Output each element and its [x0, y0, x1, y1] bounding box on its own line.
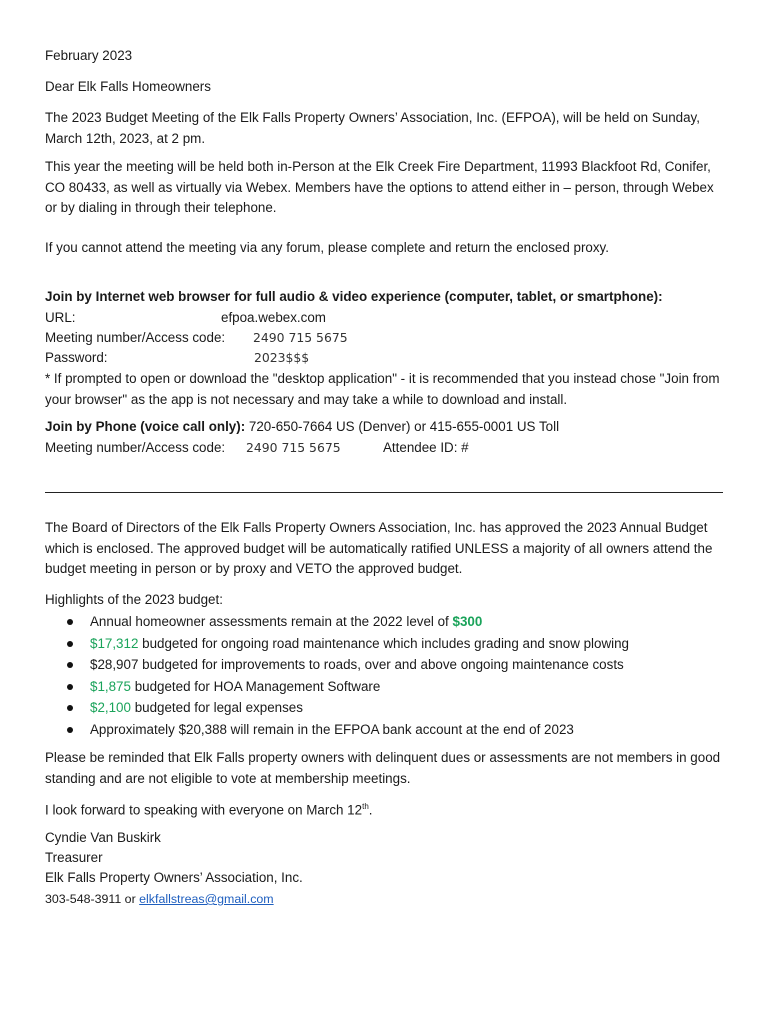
- bullet-icon: [67, 727, 73, 733]
- phone-join-heading: Join by Phone (voice call only):: [45, 419, 246, 434]
- url-value[interactable]: efpoa.webex.com: [221, 310, 326, 325]
- bullet-icon: [67, 619, 73, 625]
- salutation: Dear Elk Falls Homeowners: [45, 79, 211, 94]
- access-code-value: 2490 715 5675: [253, 330, 348, 345]
- list-item: Annual homeowner assessments remain at the 2022 level of $300: [45, 611, 629, 633]
- phone-join-line: [45, 417, 559, 437]
- letter-date: February 2023: [45, 48, 133, 63]
- amount: $1,875: [90, 678, 131, 694]
- url-label: URL:: [45, 310, 76, 325]
- bullet-icon: [67, 641, 73, 647]
- web-join-heading: Join by Internet web browser for full audio & video experience (computer, tablet, or smartphone):: [45, 289, 663, 304]
- highlights-list: [45, 611, 629, 740]
- list-item: $2,100 budgeted for legal expenses: [45, 697, 629, 719]
- password-label: Password:: [45, 350, 108, 365]
- desktop-app-note: * If prompted to open or download the "desktop application" - it is recommended that you instead chose "Join from your browser" as the app is not necessary and may take a while to download and install.: [45, 371, 720, 407]
- phone-code-label: Meeting number/Access code:: [45, 440, 226, 455]
- divider-line: [45, 492, 723, 493]
- signature-org: Elk Falls Property Owners’ Association, Inc.: [45, 870, 303, 885]
- reminder-paragraph: Please be reminded that Elk Falls property owners with delinquent dues or assessments are not members in good standing and are not eligible to vote at membership meetings.: [45, 750, 721, 786]
- phone-code-value: 2490 715 5675: [246, 440, 341, 455]
- closing-line: I look forward to speaking with everyone on March 12th.: [45, 802, 373, 818]
- bullet-icon: [67, 684, 73, 690]
- list-item: Approximately $20,388 will remain in the EFPOA bank account at the end of 2023: [45, 719, 629, 741]
- access-code-label: Meeting number/Access code:: [45, 330, 226, 345]
- proxy-note: If you cannot attend the meeting via any forum, please complete and return the enclosed proxy.: [45, 240, 609, 255]
- board-paragraph: The Board of Directors of the Elk Falls Property Owners Association, Inc. has approved the 2023 Annual Budget which is enclosed. The approved budget will be automatically ratified UNLESS a majority of all owners attend the budget meeting in person or by proxy and VETO the approved budget.: [45, 520, 713, 576]
- list-item: $1,875 budgeted for HOA Management Software: [45, 676, 629, 698]
- list-item: $17,312 budgeted for ongoing road maintenance which includes grading and snow plowing: [45, 633, 629, 655]
- email-link[interactable]: elkfallstreas@gmail.com: [139, 892, 274, 906]
- phone-numbers: 720-650-7664 US (Denver) or 415-655-0001 US Toll: [248, 419, 560, 434]
- list-item: $28,907 budgeted for improvements to roads, over and above ongoing maintenance costs: [45, 654, 629, 676]
- bullet-icon: [67, 705, 73, 711]
- signature-contact: [45, 889, 274, 909]
- amount: $300: [452, 614, 483, 629]
- attendee-id: Attendee ID: #: [383, 440, 469, 455]
- phone-number: 303-548-3911 or: [45, 892, 140, 906]
- password-value: 2023$$$: [254, 350, 310, 365]
- amount: $17,312: [90, 635, 139, 651]
- location-paragraph: This year the meeting will be held both in-Person at the Elk Creek Fire Department, 11993 Blackfoot Rd, Conifer, CO 80433, as well as virtually via Webex. Members have the options to attend either in – person, through Webex or by dialing in through their telephone.: [45, 159, 714, 215]
- signature-name: Cyndie Van Buskirk: [45, 830, 161, 845]
- amount: $2,100: [90, 700, 131, 715]
- bullet-icon: [67, 662, 73, 668]
- signature-title: Treasurer: [45, 850, 103, 865]
- highlights-heading: Highlights of the 2023 budget:: [45, 592, 223, 607]
- intro-paragraph: The 2023 Budget Meeting of the Elk Falls Property Owners’ Association, Inc. (EFPOA), will be held on Sunday, March 12th, 2023, at 2 pm.: [45, 110, 700, 146]
